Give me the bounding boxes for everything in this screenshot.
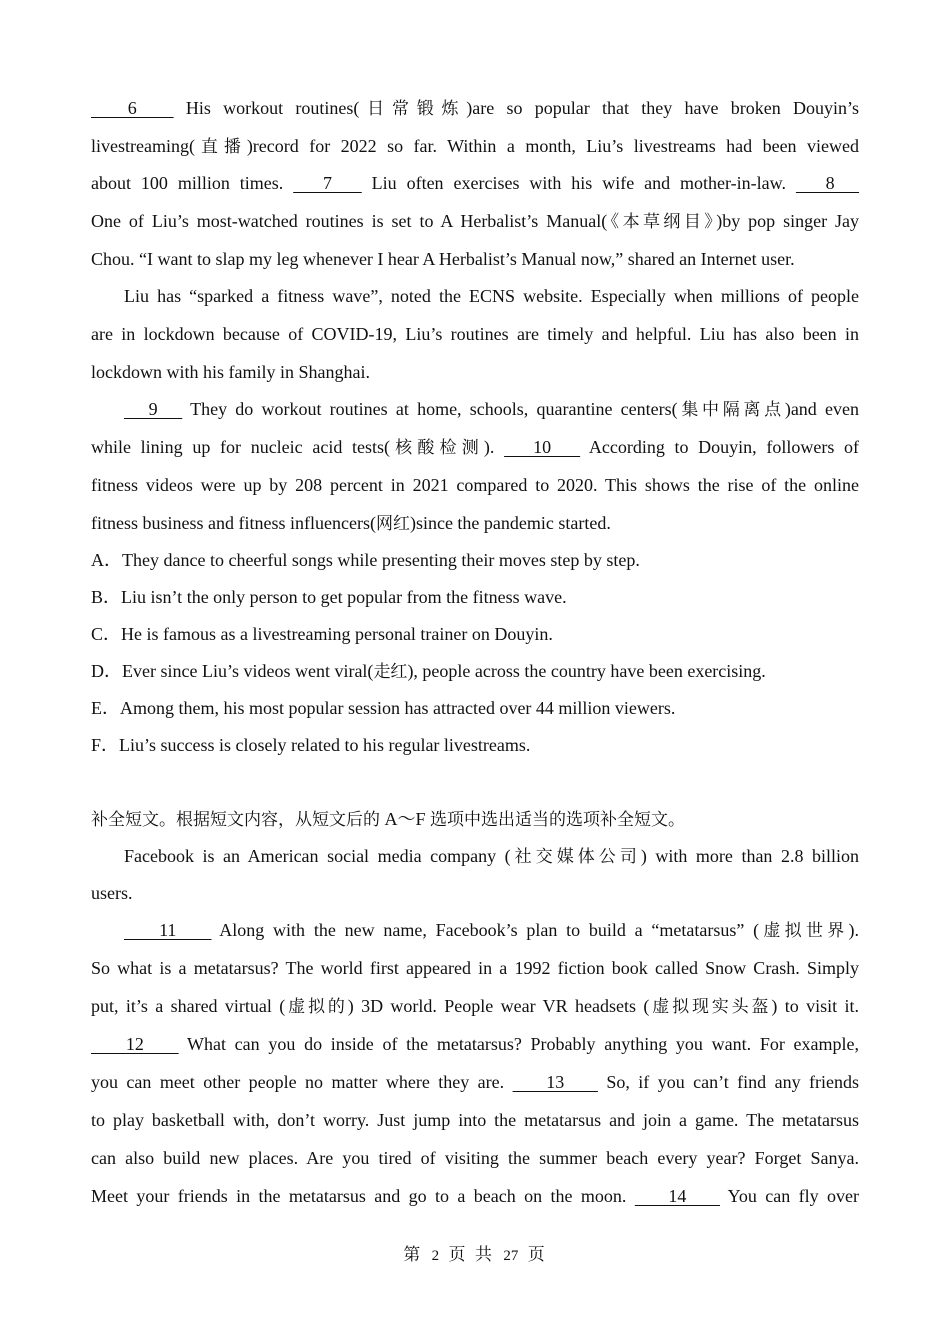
blank-7[interactable]: 7 bbox=[293, 173, 362, 193]
paragraph-line: Liu has “sparked a fitness wave”, noted the ECNS website. Especially when millions of people bbox=[124, 286, 859, 306]
blank-9[interactable]: 9 bbox=[124, 399, 183, 419]
paragraph-line: One of Liu’s most-watched routines is set to A Herbalist’s Manual(《本草纲目》)by pop singer Jay bbox=[91, 211, 860, 232]
paragraph-line: are in lockdown because of COVID-19, Liu’s routines are timely and helpful. Liu has also been in bbox=[91, 324, 859, 344]
paragraph-line: fitness videos were up by 208 percent in 2021 compared to 2020. This shows the rise of the online bbox=[91, 475, 859, 495]
option-a: A．They dance to cheerful songs while presenting their moves step by step. bbox=[91, 550, 640, 570]
paragraph-line: about 100 million times. 7 Liu often exercises with his wife and mother-in-law. 8 bbox=[91, 173, 860, 193]
blank-12[interactable]: 12 bbox=[91, 1034, 179, 1054]
option-d: D．Ever since Liu’s videos went viral(走红), people across the country have been exercising. bbox=[91, 661, 766, 682]
paragraph-line: you can meet other people no matter where they are. 13 So, if you can’t find any friends bbox=[91, 1072, 859, 1092]
option-b: B．Liu isn’t the only person to get popular from the fitness wave. bbox=[91, 587, 567, 607]
blank-8[interactable]: 8 bbox=[795, 173, 860, 193]
option-f: F．Liu’s success is closely related to his regular livestreams. bbox=[91, 735, 531, 755]
option-c: C．He is famous as a livestreaming personal trainer on Douyin. bbox=[91, 624, 553, 644]
paragraph-line: 9 They do workout routines at home, schools, quarantine centers(集中隔离点)and even bbox=[124, 399, 859, 420]
paragraph-line: can also build new places. Are you tired of visiting the summer beach every year? Forget Sanya. bbox=[91, 1148, 859, 1168]
paragraph-line: to play basketball with, don’t worry. Just jump into the metatarsus and join a game. The metatarsus bbox=[91, 1110, 859, 1130]
paragraph-line: Meet your friends in the metatarsus and go to a beach on the moon. 14 You can fly over bbox=[91, 1186, 859, 1206]
option-e: E．Among them, his most popular session has attracted over 44 million viewers. bbox=[91, 698, 676, 718]
paragraph-line: while lining up for nucleic acid tests(核酸检测). 10 According to Douyin, followers of bbox=[91, 437, 860, 458]
paragraph-line: 6 His workout routines(日常锻炼)are so popular that they have broken Douyin’s bbox=[91, 98, 860, 119]
paragraph-line: Facebook is an American social media company (社交媒体公司) with more than 2.8 billion bbox=[124, 846, 859, 867]
paragraph-line: lockdown with his family in Shanghai. bbox=[91, 362, 370, 382]
paragraph-line: put, it’s a shared virtual (虚拟的) 3D world. People wear VR headsets (虚拟现实头盔) to visit it. bbox=[91, 996, 859, 1017]
paragraph-line: Chou. “I want to slap my leg whenever I hear A Herbalist’s Manual now,” shared an Internet user. bbox=[91, 249, 795, 269]
paragraph-line: 11 Along with the new name, Facebook’s plan to build a “metatarsus” (虚拟世界). bbox=[124, 920, 859, 941]
page-total: 27 bbox=[503, 1248, 519, 1264]
paragraph-line: users. bbox=[91, 883, 133, 903]
blank-14[interactable]: 14 bbox=[634, 1186, 720, 1206]
paragraph-line: 12 What can you do inside of the metatarsus? Probably anything you want. For example, bbox=[91, 1034, 859, 1054]
paragraph-line: So what is a metatarsus? The world first appeared in a 1992 fiction book called Snow Crash. Simply bbox=[91, 958, 859, 978]
blank-10[interactable]: 10 bbox=[504, 437, 581, 457]
blank-13[interactable]: 13 bbox=[512, 1072, 598, 1092]
blank-11[interactable]: 11 bbox=[124, 920, 212, 940]
page-footer: 第 2 页 共 27 页 bbox=[403, 1245, 547, 1265]
page-number: 2 bbox=[431, 1248, 440, 1264]
blank-6[interactable]: 6 bbox=[91, 98, 174, 118]
instruction: 补全短文。根据短文内容，从短文后的 A～F 选项中选出适当的选项补全短文。 bbox=[91, 809, 686, 830]
paragraph-line: livestreaming(直播)record for 2022 so far. Within a month, Liu’s livestreams had been viewed bbox=[91, 136, 859, 157]
paragraph-line: fitness business and fitness influencers(网红)since the pandemic started. bbox=[91, 513, 611, 534]
